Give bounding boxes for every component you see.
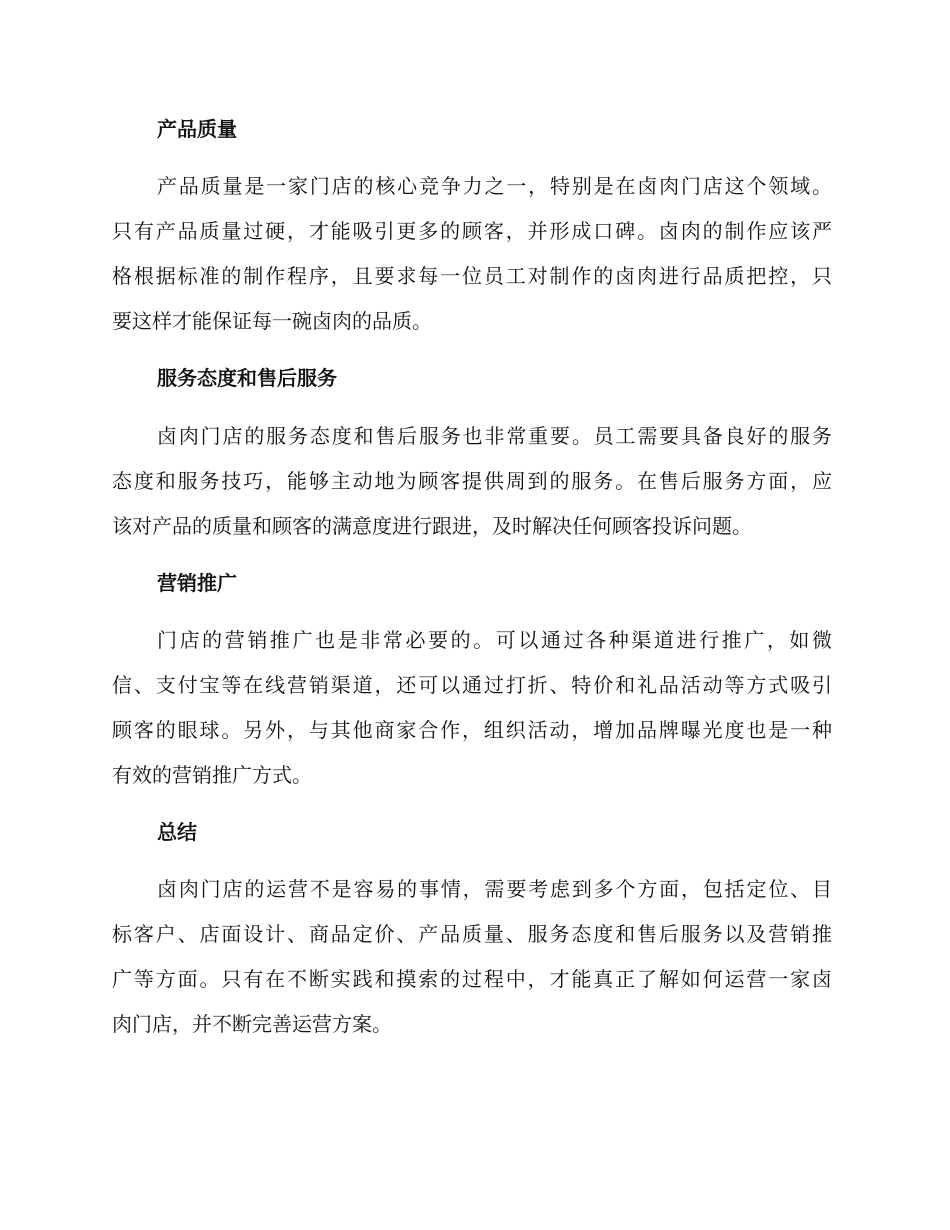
paragraph-line: 卤肉门店的运营不是容易的事情，需要考虑到多个方面，包括定位、目 — [157, 877, 832, 901]
paragraph-line: 该对产品的质量和顾客的满意度进行跟进，及时解决任何顾客投诉问题。 — [112, 514, 752, 538]
section-heading-marketing: 营销推广 — [157, 571, 237, 595]
paragraph-line: 广等方面。只有在不断实践和摸索的过程中，才能真正了解如何运营一家卤 — [112, 967, 832, 991]
paragraph-line: 态度和服务技巧，能够主动地为顾客提供周到的服务。在售后服务方面，应 — [112, 469, 832, 493]
paragraph-line: 有效的营销推广方式。 — [112, 763, 312, 787]
section-paragraph-marketing — [112, 618, 832, 798]
section-heading-product-quality: 产品质量 — [157, 117, 237, 141]
paragraph-line: 标客户、店面设计、商品定价、产品质量、服务态度和售后服务以及营销推 — [112, 922, 832, 946]
paragraph-line: 门店的营销推广也是非常必要的。可以通过各种渠道进行推广，如微 — [157, 628, 832, 652]
paragraph-line: 产品质量是一家门店的核心竞争力之一，特别是在卤肉门店这个领域。 — [157, 174, 832, 198]
paragraph-line: 肉门店，并不断完善运营方案。 — [112, 1012, 392, 1036]
paragraph-line: 卤肉门店的服务态度和售后服务也非常重要。员工需要具备良好的服务 — [157, 424, 832, 448]
paragraph-line: 信、支付宝等在线营销渠道，还可以通过打折、特价和礼品活动等方式吸引 — [112, 673, 832, 697]
paragraph-line: 格根据标准的制作程序，且要求每一位员工对制作的卤肉进行品质把控，只 — [112, 264, 832, 288]
paragraph-line: 要这样才能保证每一碗卤肉的品质。 — [112, 309, 432, 333]
paragraph-line: 顾客的眼球。另外，与其他商家合作，组织活动，增加品牌曝光度也是一种 — [112, 718, 832, 742]
section-paragraph-summary — [112, 867, 832, 1047]
paragraph-line: 只有产品质量过硬，才能吸引更多的顾客，并形成口碑。卤肉的制作应该严 — [112, 219, 832, 243]
section-heading-service-attitude: 服务态度和售后服务 — [157, 366, 337, 390]
section-paragraph-service-attitude — [112, 414, 832, 549]
section-paragraph-product-quality — [112, 164, 832, 344]
section-heading-summary: 总结 — [157, 820, 197, 844]
